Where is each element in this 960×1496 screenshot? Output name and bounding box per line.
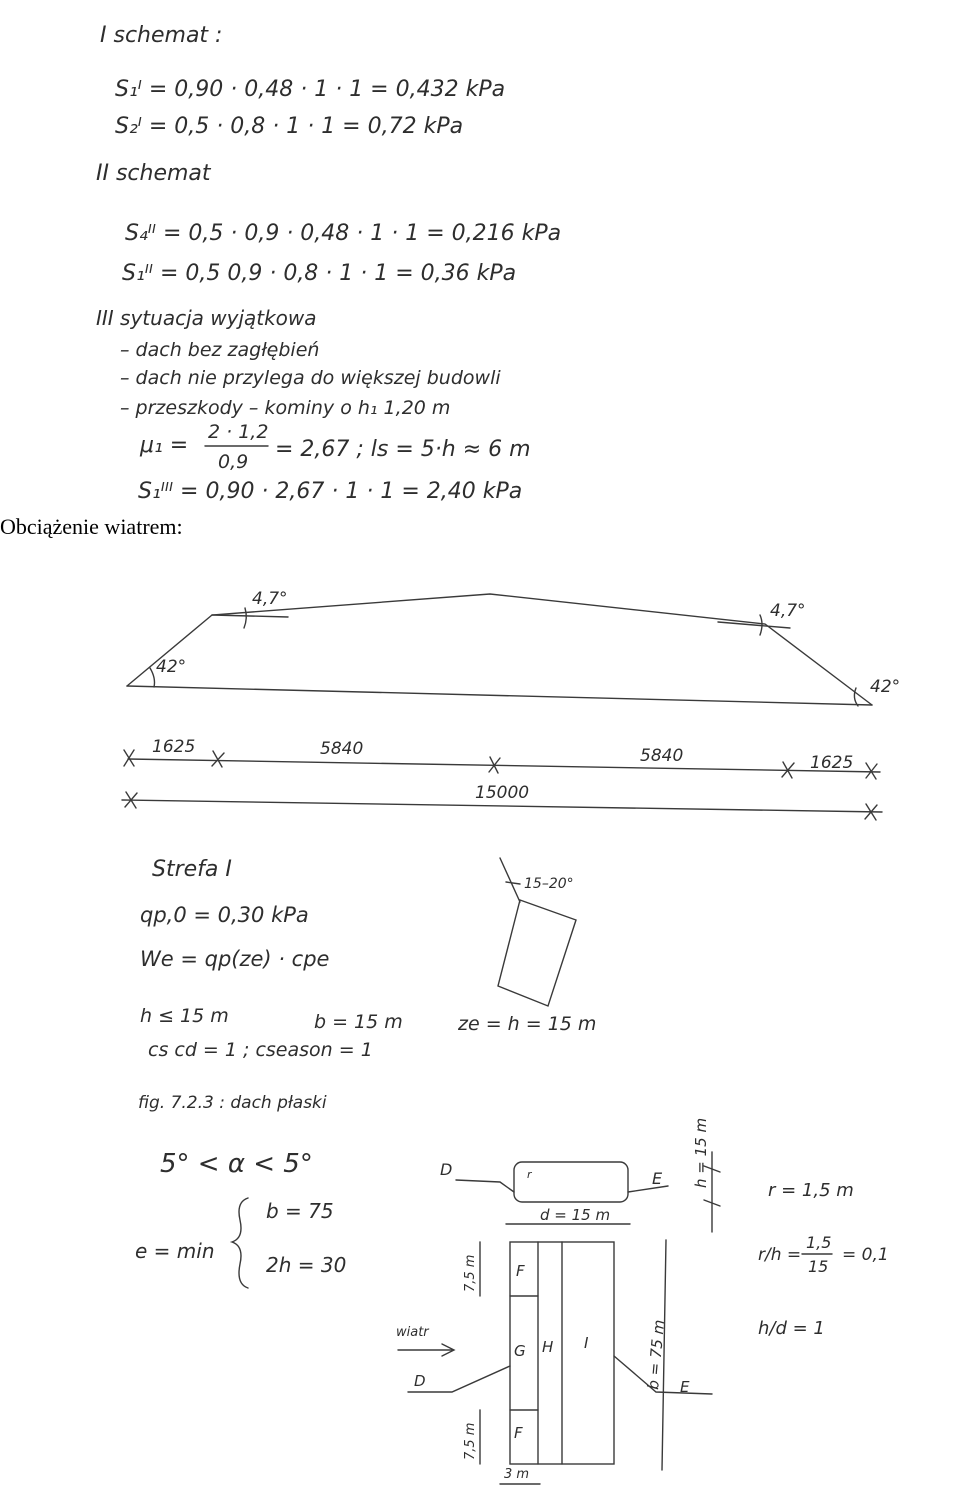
label-D-side: D <box>414 1372 426 1390</box>
schema-1-eq-2: S₂ᴵ = 0,5 · 0,8 · 1 · 1 = 0,72 kPa <box>115 114 464 139</box>
zone-I: I <box>584 1334 589 1352</box>
schema-1-eq-1: S₁ᴵ = 0,90 · 0,48 · 1 · 1 = 0,432 kPa <box>115 77 506 102</box>
wind-label: wiatr <box>396 1325 429 1340</box>
right-bottom-angle-arc <box>854 688 858 706</box>
dim-value-1: 1625 <box>152 737 196 757</box>
zone-F-top: F <box>516 1262 525 1280</box>
zone-F-bottom: F <box>514 1424 523 1442</box>
e-option-2: 2h = 30 <box>266 1253 347 1277</box>
edge-top-label: 7,5 m <box>463 1254 478 1292</box>
angle-bottom-left: 42° <box>156 657 187 677</box>
left-top-angle-arc <box>244 608 246 628</box>
dimension-line-parts <box>128 759 880 772</box>
alpha-condition: 5° < α < 5° <box>160 1149 313 1179</box>
r-label-left: r <box>527 1168 532 1181</box>
mu-numerator: 2 · 1,2 <box>208 421 269 443</box>
we-formula: We = qp(ze) · cpe <box>140 947 330 971</box>
schema-2-eq-1: S₄ᴵᴵ = 0,5 · 0,9 · 0,48 · 1 · 1 = 0,216 kPa <box>125 221 562 246</box>
width-bottom-label: 3 m <box>504 1467 530 1482</box>
dim-value-2: 5840 <box>320 739 364 759</box>
rh-result: = 0,1 <box>842 1245 889 1265</box>
schema-1-heading: I schemat : <box>100 23 223 48</box>
qp-value: qp,0 = 0,30 kPa <box>140 903 309 927</box>
b-label: b = 75 m <box>644 1318 669 1391</box>
b-value: b = 15 m <box>314 1011 403 1033</box>
angle-top-left: 4,7° <box>252 589 288 609</box>
dim-tick-5 <box>866 763 877 779</box>
cscd-values: cs cd = 1 ; cseason = 1 <box>148 1039 373 1061</box>
e-option-1: b = 75 <box>266 1199 334 1223</box>
dim-tick-1 <box>124 750 134 766</box>
angle-top-right: 4,7° <box>770 601 806 621</box>
leader-D-top <box>456 1180 514 1192</box>
schema-3-eq: S₁ᴵᴵᴵ = 0,90 · 2,67 · 1 · 1 = 2,40 kPa <box>138 479 523 504</box>
e-min-label: e = min <box>135 1239 215 1263</box>
incline-tick <box>506 882 520 884</box>
zone-H: H <box>542 1338 554 1356</box>
schema-3-heading: III sytuacja wyjątkowa <box>96 306 317 330</box>
roof-section-sketch <box>0 560 960 830</box>
hd-ratio: h/d = 1 <box>758 1318 825 1339</box>
left-bottom-angle-arc <box>150 668 155 687</box>
roof-plan-sketch <box>0 1080 960 1496</box>
schema-3-line-2: – dach nie przylega do większej budowli <box>120 367 501 389</box>
d-label: d = 15 m <box>540 1206 611 1224</box>
wind-load-caption: Obciążenie wiatrem: <box>0 514 183 539</box>
height-label: h = 15 m <box>692 1117 710 1188</box>
schema-2-heading: II schemat <box>96 161 211 186</box>
r-value: r = 1,5 m <box>768 1180 854 1201</box>
label-D-top: D <box>440 1160 453 1179</box>
incline-line <box>500 858 520 902</box>
schema-2-eq-2: S₁ᴵᴵ = 0,5 0,9 · 0,8 · 1 · 1 = 0,36 kPa <box>122 261 517 286</box>
edge-bottom-label: 7,5 m <box>463 1422 478 1460</box>
leader-E-top <box>628 1186 668 1192</box>
figure-reference: fig. 7.2.3 : dach płaski <box>138 1093 327 1113</box>
label-E-top: E <box>652 1169 663 1188</box>
zone-heading: Strefa I <box>152 857 232 882</box>
wind-zone-notes <box>0 840 960 1090</box>
zone-G: G <box>514 1342 526 1360</box>
dim-value-3: 5840 <box>640 746 684 766</box>
schema-3-line-3: – przeszkody – kominy o h₁ 1,20 m <box>120 397 451 419</box>
inclined-rectangle <box>498 900 576 1006</box>
left-horizontal-helper <box>212 615 288 617</box>
dim-value-4: 1625 <box>810 753 854 773</box>
incline-angle: 15–20° <box>524 876 574 892</box>
angle-bottom-right: 42° <box>870 677 901 697</box>
ze-value: ze = h = 15 m <box>458 1013 597 1035</box>
schema-3-line-1: – dach bez zagłębień <box>120 339 320 361</box>
mu-label: μ₁ = <box>140 433 189 458</box>
dim-total-value: 15000 <box>475 783 530 803</box>
rh-denominator: 15 <box>808 1257 829 1276</box>
snow-load-notes <box>0 0 960 512</box>
rh-numerator: 1,5 <box>806 1233 832 1252</box>
mu-result: = 2,67 ; ls = 5·h ≈ 6 m <box>275 437 531 462</box>
e-brace <box>232 1198 248 1288</box>
rh-lhs: r/h = <box>758 1245 802 1265</box>
label-E-side: E <box>680 1378 690 1396</box>
height-condition: h ≤ 15 m <box>140 1005 229 1027</box>
dim-tick-2 <box>212 751 224 767</box>
roof-base-line <box>127 686 872 705</box>
mu-denominator: 0,9 <box>218 451 249 473</box>
